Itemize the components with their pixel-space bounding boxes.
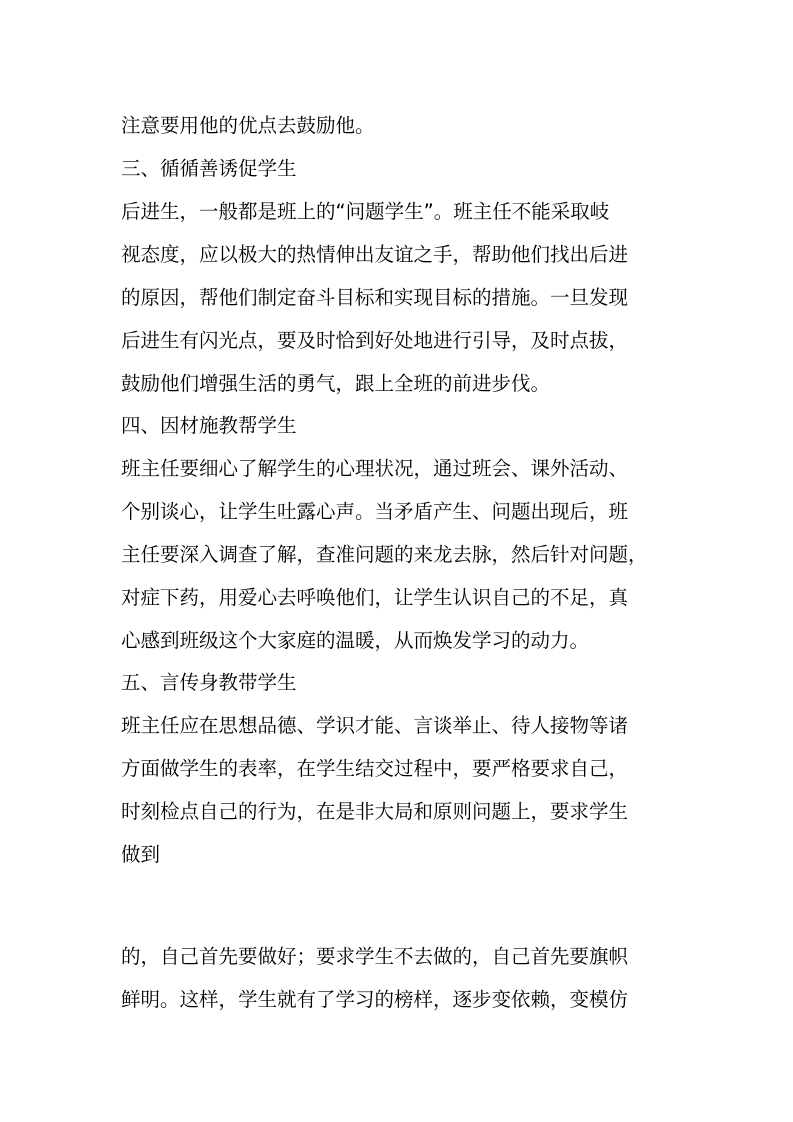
text-line: 对症下药，用爱心去呼唤他们，让学生认识自己的不足，真 [121, 586, 629, 609]
text-line: 鲜明。这样，学生就有了学习的榜样，逐步变依赖，变模仿 [121, 988, 629, 1011]
section-heading: 四、因材施教帮学生 [121, 414, 297, 437]
text-line: 个别谈心，让学生吐露心声。当矛盾产生、问题出现后，班 [121, 500, 629, 523]
text-line: 鼓励他们增强生活的勇气，跟上全班的前进步伐。 [121, 372, 551, 395]
text-line: 视态度，应以极大的热情伸出友谊之手，帮助他们找出后进 [121, 243, 629, 266]
text-line: 班主任应在思想品德、学识才能、言谈举止、待人接物等诸 [121, 714, 629, 737]
text-line: 后进生有闪光点，要及时恰到好处地进行引导，及时点拔， [121, 329, 629, 352]
text-line: 心感到班级这个大家庭的温暖，从而焕发学习的动力。 [121, 629, 590, 652]
text-line: 做到 [121, 843, 161, 866]
text-line: 主任要深入调查了解，查准问题的来龙去脉，然后针对问题， [121, 543, 648, 566]
section-heading: 三、循循善诱促学生 [121, 157, 297, 180]
text-line: 班主任要细心了解学生的心理状况，通过班会、课外活动、 [121, 457, 629, 480]
section-heading: 五、言传身教带学生 [121, 671, 297, 694]
text-line: 时刻检点自己的行为，在是非大局和原则问题上，要求学生 [121, 800, 629, 823]
text-line: 后进生，一般都是班上的“问题学生”。班主任不能采取岐 [121, 200, 610, 223]
text-line: 方面做学生的表率，在学生结交过程中，要严格要求自己， [121, 757, 629, 780]
text-line: 注意要用他的优点去鼓励他。 [121, 114, 375, 137]
text-line: 的，自己首先要做好；要求学生不去做的，自己首先要旗帜 [121, 945, 629, 968]
text-line: 的原因，帮他们制定奋斗目标和实现目标的措施。一旦发现 [121, 286, 629, 309]
